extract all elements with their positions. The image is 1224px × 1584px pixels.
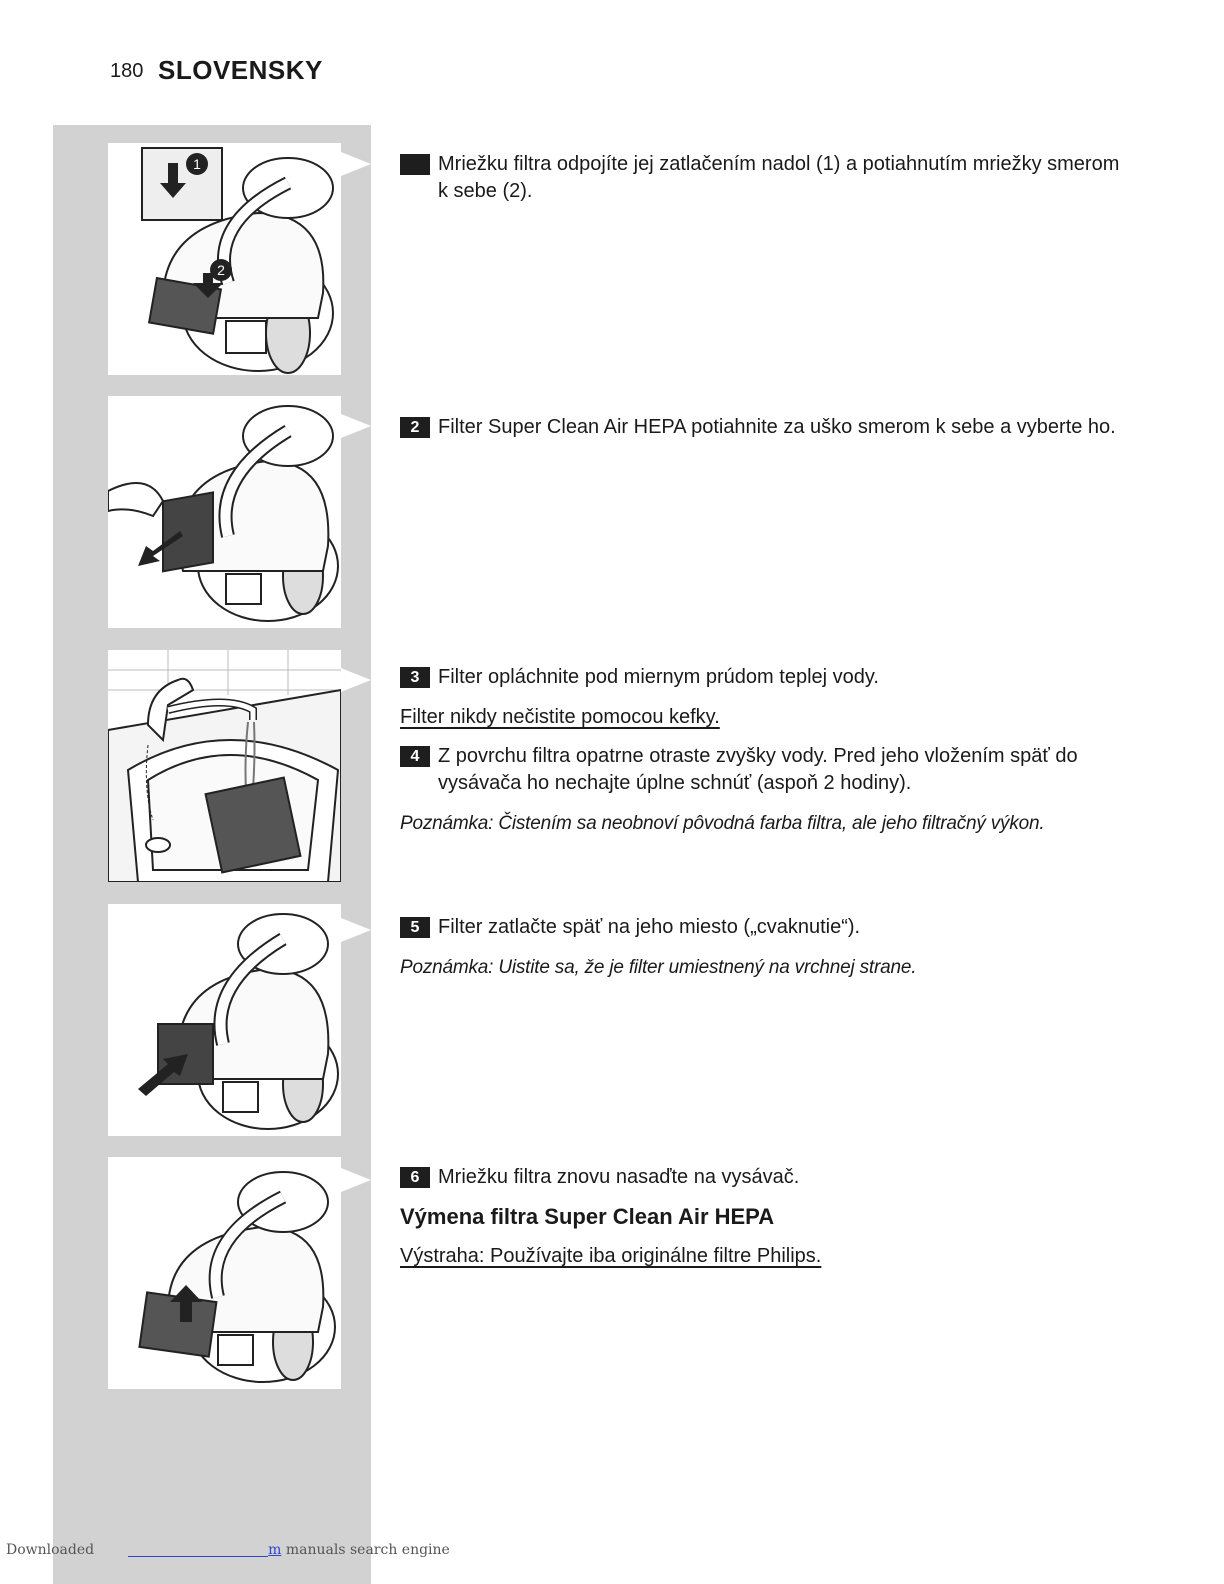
step-text: Filter zatlačte späť na jeho miesto („cvaknutie“). [438,916,861,938]
step-text: Filter Super Clean Air HEPA potiahnite za uško smerom k sebe a vyberte ho. [438,416,1116,438]
language-heading: SLOVENSKY [158,55,323,85]
figure-reattach-grille [108,1157,341,1389]
figure-pointer [341,918,371,942]
note-text: Poznámka: Uistite sa, že je filter umiestnený na vrchnej strane. [400,957,917,978]
step-6-block [400,1164,1120,1270]
figure-pointer [341,1168,371,1192]
figure-pointer [341,668,371,692]
note-text: Poznámka: Čistením sa neobnoví pôvodná farba filtra, ale jeho filtračný výkon. [400,813,1045,834]
step-1 [400,151,1120,205]
step-text: Z povrchu filtra opatrne otraste zvyšky vody. Pred jeho vložením späť do vysávača ho nechajte úplne schnúť (aspoň 2 hodiny). [438,745,1078,794]
figure-rinse-filter [108,650,341,882]
step-text: Mriežku filtra odpojíte jej zatlačením nadol (1) a potiahnutím mriežky smerom k sebe (2). [438,153,1120,202]
page-number: 180 [110,60,144,82]
step-2 [400,414,1120,441]
step-number: 4 [400,746,430,767]
footer [6,1542,450,1558]
step-5-block [400,914,1120,981]
step-number: 5 [400,917,430,938]
step-number: 6 [400,1167,430,1188]
footer-right-text: manuals search engine [285,1542,450,1558]
warning-text: Filter nikdy nečistite pomocou kefky. [400,706,720,728]
step-number: 2 [400,417,430,438]
figure-remove-grille [108,143,341,375]
figure-insert-filter [108,904,341,1136]
step-text: Mriežku filtra znovu nasaďte na vysávač. [438,1166,800,1188]
footer-link-blank [128,1542,268,1557]
footer-left-text: Downloaded [6,1542,95,1558]
figure-pull-filter [108,396,341,628]
step-3-block [400,664,1120,837]
step-text: Filter opláchnite pod miernym prúdom teplej vody. [438,666,879,688]
footer-link[interactable]: m [268,1542,282,1558]
callout-2: 2 [210,259,232,281]
section-heading: Výmena filtra Super Clean Air HEPA [400,1204,775,1229]
step-number: 3 [400,667,430,688]
figure-pointer [341,152,371,176]
callout-1: 1 [186,153,208,175]
figure-pointer [341,414,371,438]
warning-text: Výstraha: Používajte iba originálne filtre Philips. [400,1245,822,1267]
step-number [400,154,430,175]
